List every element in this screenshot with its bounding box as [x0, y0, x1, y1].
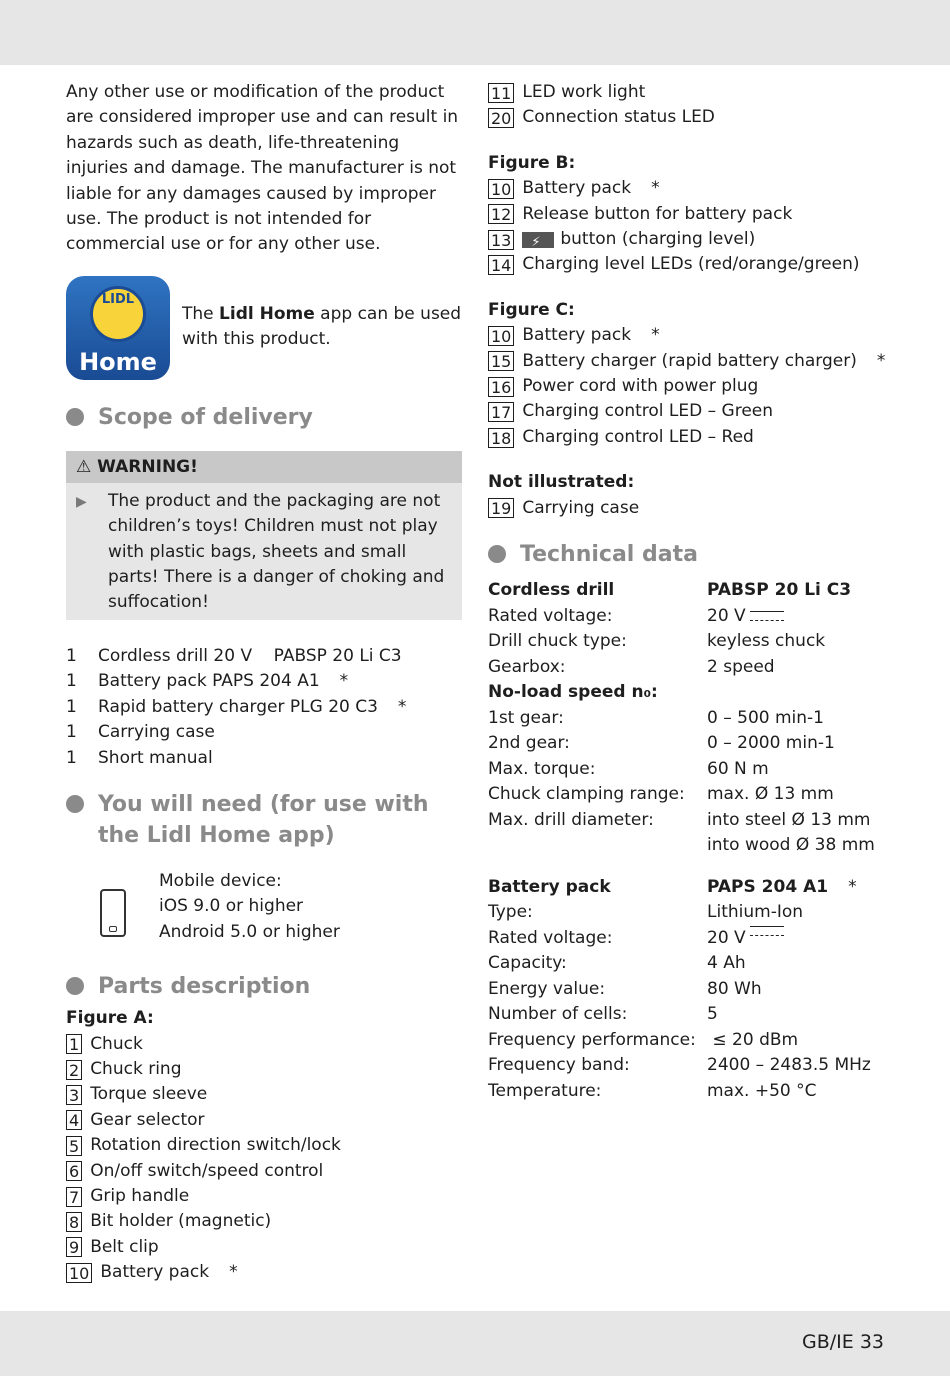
mobile-requirements	[66, 869, 462, 945]
part-number: 9	[66, 1237, 82, 1257]
not-illustrated-list	[488, 496, 898, 521]
scope-text: Cordless drill 20 V PABSP 20 Li C3	[98, 645, 402, 666]
clamp-value: max. Ø 13 mm	[707, 784, 834, 805]
part-label: Bit holder (magnetic)	[90, 1211, 272, 1232]
part-label: Battery charger (rapid battery charger)	[522, 350, 857, 371]
not-illustrated-title: Not illustrated:	[488, 472, 635, 493]
chuck-type-label: Drill chuck type:	[488, 631, 627, 652]
battery-value: 80 Wh	[707, 978, 762, 999]
app-text-pre: The	[182, 303, 220, 324]
part-item	[488, 105, 898, 130]
part-item	[66, 1032, 462, 1057]
scope-item	[66, 644, 462, 669]
torque-value: 60 N m	[707, 758, 769, 779]
part-item	[488, 323, 898, 348]
part-item	[488, 349, 898, 374]
battery-label: Energy value:	[488, 978, 606, 999]
part-label: Battery pack	[522, 325, 632, 346]
header-band	[0, 0, 950, 65]
scope-text: Carrying case	[98, 722, 215, 743]
app-text-post: app can be used with this product.	[182, 303, 462, 350]
figure-b-list	[488, 176, 898, 278]
battery-value: max. +50 °C	[707, 1080, 817, 1101]
rated-voltage-value: 20 V	[707, 604, 784, 630]
part-label: Rotation direction switch/lock	[90, 1135, 341, 1156]
chuck-type-value: keyless chuck	[707, 631, 826, 652]
figure-a-list-continued	[488, 80, 898, 131]
part-number: 19	[488, 498, 514, 518]
scope-item	[66, 720, 462, 745]
gear2-value: 0 – 2000 min-1	[707, 733, 835, 754]
need-heading-text: You will need (for use with the Lidl Home app)	[98, 791, 429, 848]
need-heading	[66, 789, 462, 851]
warning-title: ⚠ WARNING!	[66, 451, 462, 483]
dc-symbol-icon	[750, 926, 784, 936]
battery-label: Frequency performance:	[488, 1029, 696, 1050]
lidl-logo-text: LIDL	[101, 291, 135, 307]
part-item	[488, 252, 898, 277]
triangle-bullet-icon: ▶	[76, 493, 87, 510]
diameter-label: Max. drill diameter:	[488, 809, 654, 830]
part-label: Battery pack	[100, 1262, 210, 1283]
bullet-dot-icon	[66, 977, 84, 995]
battery-label: Capacity:	[488, 953, 567, 974]
page-number: GB/IE 33	[802, 1331, 884, 1353]
part-number: 8	[66, 1212, 82, 1232]
part-item	[66, 1159, 462, 1184]
part-item	[488, 374, 898, 399]
part-number: 5	[66, 1136, 82, 1156]
warning-body	[66, 483, 462, 620]
right-column	[488, 80, 898, 1104]
gear1-label: 1st gear:	[488, 707, 564, 728]
part-label: Chuck ring	[90, 1058, 182, 1079]
battery-row	[488, 951, 898, 977]
battery-row	[488, 900, 898, 926]
part-number: 6	[66, 1161, 82, 1181]
gear2-label: 2nd gear:	[488, 733, 570, 754]
scope-list	[66, 644, 462, 771]
battery-value: 5	[707, 1004, 718, 1025]
battery-value: 20 V	[707, 927, 746, 948]
part-item	[488, 399, 898, 424]
diameter-wood-value: into wood Ø 38 mm	[707, 835, 875, 856]
part-number: 4	[66, 1110, 82, 1130]
battery-row	[488, 977, 898, 1003]
lidl-home-app-icon	[66, 276, 170, 380]
battery-label: Type:	[488, 902, 533, 923]
part-number: 10	[66, 1263, 92, 1283]
part-label: Belt clip	[90, 1236, 159, 1257]
part-number: 7	[66, 1187, 82, 1207]
battery-title: Battery pack	[488, 876, 611, 897]
scope-heading-text: Scope of delivery	[98, 404, 313, 430]
battery-label: Number of cells:	[488, 1004, 628, 1025]
part-number: 2	[66, 1060, 82, 1080]
part-item	[488, 176, 898, 201]
asterisk-mark: *	[651, 325, 660, 346]
part-number: 1	[66, 1034, 82, 1054]
scope-qty: 1	[66, 671, 77, 692]
part-number: 3	[66, 1085, 82, 1105]
bullet-dot-icon	[488, 545, 506, 563]
asterisk-mark: *	[397, 696, 407, 717]
part-number: 12	[488, 204, 514, 224]
scope-qty: 1	[66, 696, 77, 717]
tech-table	[488, 578, 898, 1104]
battery-label: Temperature:	[488, 1080, 602, 1101]
asterisk-mark: *	[651, 178, 660, 199]
scope-qty: 1	[66, 722, 77, 743]
part-number: 16	[488, 377, 514, 397]
part-number: 10	[488, 326, 514, 346]
part-label: LED work light	[522, 82, 646, 102]
battery-value: Lithium-Ion	[707, 902, 804, 923]
intro-paragraph: Any other use or modification of the product are considered improper use and can result in hazards such as death, life-threatening injuries and damage. The manufacturer is not liable for any damages caused by improper use. The product is not intended for commercial use or for any other use.	[66, 82, 459, 255]
battery-rows	[488, 900, 898, 1104]
part-item	[66, 1260, 462, 1285]
part-number: 17	[488, 402, 514, 422]
tech-heading-text: Technical data	[520, 542, 698, 568]
battery-label: Rated voltage:	[488, 927, 613, 948]
part-item	[66, 1108, 462, 1133]
battery-row	[488, 1053, 898, 1079]
gearbox-label: Gearbox:	[488, 656, 566, 677]
left-column	[66, 80, 462, 1286]
scope-text: Battery pack PAPS 204 A1	[98, 671, 320, 692]
figure-b-title: Figure B:	[488, 152, 576, 173]
gear1-value: 0 – 500 min-1	[707, 707, 824, 728]
scope-qty: 1	[66, 747, 77, 768]
part-label: Charging control LED – Red	[522, 426, 754, 447]
figure-c-list	[488, 323, 898, 450]
parts-heading	[66, 971, 462, 1002]
battery-label: Frequency band:	[488, 1055, 630, 1076]
bullet-dot-icon	[66, 408, 84, 426]
battery-value: 4 Ah	[707, 953, 746, 974]
drill-model: PABSP 20 Li C3	[707, 580, 852, 601]
battery-value: 2400 – 2483.5 MHz	[707, 1055, 871, 1076]
part-label: On/off switch/speed control	[90, 1160, 324, 1181]
battery-row	[488, 926, 898, 952]
battery-model: PAPS 204 A1 *	[707, 876, 857, 897]
app-description	[182, 302, 462, 353]
part-item	[488, 227, 898, 252]
rated-voltage-label: Rated voltage:	[488, 605, 613, 626]
part-item	[488, 425, 898, 450]
diameter-steel-value: into steel Ø 13 mm	[707, 809, 871, 830]
clamp-label: Chuck clamping range:	[488, 784, 685, 805]
part-number: 13	[488, 230, 514, 250]
app-icon-label: Home	[79, 347, 157, 376]
part-number: 15	[488, 351, 514, 371]
part-label: Connection status LED	[522, 107, 715, 128]
warning-text: The product and the packaging are not children’s toys! Children must not play with plastic bags, sheets and small parts! There is a danger of choking and suffocation!	[108, 490, 445, 613]
asterisk-mark: *	[229, 1262, 238, 1283]
charging-level-button-icon	[522, 232, 554, 248]
part-label: Charging control LED – Green	[522, 401, 774, 422]
noload-title: No-load speed n₀:	[488, 682, 658, 703]
battery-row	[488, 1028, 898, 1054]
bullet-dot-icon	[66, 795, 84, 813]
part-item	[66, 1184, 462, 1209]
part-item	[66, 1057, 462, 1082]
part-label: Grip handle	[90, 1185, 190, 1206]
need-line: iOS 9.0 or higher	[159, 896, 304, 917]
scope-heading	[66, 402, 462, 433]
part-label: Charging level LEDs (red/orange/green)	[522, 254, 860, 275]
gearbox-value: 2 speed	[707, 656, 775, 677]
part-label: Release button for battery pack	[522, 203, 793, 224]
drill-title: Cordless drill	[488, 580, 615, 601]
battery-value: ≤ 20 dBm	[707, 1029, 799, 1050]
dc-symbol-icon	[750, 611, 784, 621]
part-number: 20	[488, 108, 514, 128]
part-label: Battery pack	[522, 178, 632, 199]
part-item	[66, 1235, 462, 1260]
need-line: Android 5.0 or higher	[159, 921, 340, 942]
smartphone-icon	[100, 889, 126, 937]
figure-a-list	[66, 1032, 462, 1286]
part-item	[488, 202, 898, 227]
part-item	[488, 80, 898, 105]
part-number: 10	[488, 179, 514, 199]
warning-box	[66, 451, 462, 620]
scope-text: Rapid battery charger PLG 20 C3	[98, 696, 378, 717]
asterisk-mark: *	[876, 350, 886, 371]
part-label: Power cord with power plug	[522, 376, 759, 397]
part-number: 11	[488, 83, 514, 103]
part-item	[66, 1133, 462, 1158]
part-number: 18	[488, 428, 514, 448]
part-item	[488, 496, 898, 521]
scope-qty: 1	[66, 645, 77, 666]
parts-heading-text: Parts description	[98, 974, 311, 1000]
scope-item	[66, 746, 462, 771]
torque-label: Max. torque:	[488, 758, 596, 779]
tech-heading	[488, 539, 898, 570]
scope-item	[66, 695, 462, 720]
need-line: Mobile device:	[159, 870, 282, 891]
part-label: button (charging level)	[560, 229, 756, 250]
part-item	[66, 1209, 462, 1234]
part-label: Torque sleeve	[90, 1084, 208, 1105]
part-label: Chuck	[90, 1033, 143, 1054]
app-info	[66, 276, 462, 380]
figure-c-title: Figure C:	[488, 299, 575, 320]
app-name: Lidl Home	[219, 303, 315, 324]
part-label: Gear selector	[90, 1109, 205, 1130]
part-item	[66, 1082, 462, 1107]
battery-row	[488, 1079, 898, 1105]
scope-text: Short manual	[98, 747, 213, 768]
part-label: Carrying case	[522, 497, 640, 518]
part-number: 14	[488, 255, 514, 275]
figure-a-title: Figure A:	[66, 1008, 154, 1029]
scope-item	[66, 669, 462, 694]
battery-row	[488, 1002, 898, 1028]
asterisk-mark: *	[339, 671, 349, 692]
